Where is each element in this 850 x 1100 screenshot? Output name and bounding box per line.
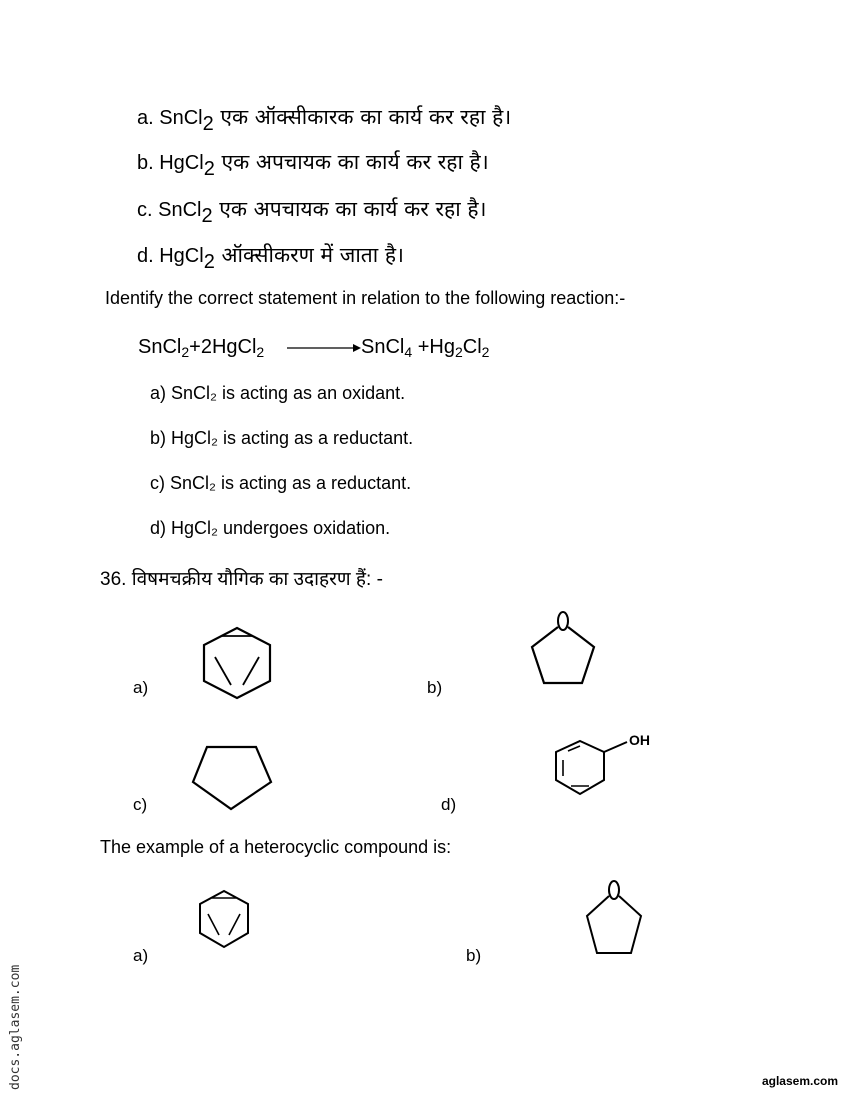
english-option-d: d) HgCl₂ undergoes oxidation. (150, 518, 391, 538)
hindi-option-a: a. SnCl2 एक ऑक्सीकारक का कार्य कर रहा है। (137, 105, 512, 135)
q36en-label-b: b) (466, 946, 482, 965)
benzene-structure-en-a (199, 890, 249, 948)
phenol-structure-d (553, 738, 631, 800)
hydroxyl-label: OH (629, 732, 650, 748)
reaction-lhs: SnCl$_2$+2HgCl$_2$ (138, 336, 265, 361)
question-36-english: The example of a heterocyclic compound is: (100, 837, 452, 857)
english-option-a: a) SnCl₂ is acting as an oxidant. (150, 383, 406, 403)
reaction-arrow (287, 340, 362, 356)
hindi-option-d: d. HgCl2 ऑक्सीकरण में जाता है। (137, 243, 404, 273)
tetrahydrofuran-structure-b (530, 610, 596, 686)
hindi-option-b: b. HgCl2 एक अपचायक का कार्य कर रहा है। (137, 150, 489, 180)
question-36-hindi: 36. विषमचक्रीय यौगिक का उदाहरण हैं: - (100, 569, 383, 590)
benzene-structure-a (203, 627, 271, 699)
cyclopentane-structure-c (192, 746, 272, 810)
question-35-english: Identify the correct statement in relation to the following reaction:- (105, 288, 626, 308)
q36-label-d: d) (441, 795, 457, 814)
english-option-c: c) SnCl₂ is acting as a reductant. (150, 473, 412, 493)
q36-label-a: a) (133, 678, 149, 697)
english-option-b: b) HgCl₂ is acting as a reductant. (150, 428, 414, 448)
watermark: docs.aglasem.com (8, 964, 23, 1090)
reaction-rhs: SnCl$_4$ $+Hg_2Cl_2$ (361, 336, 490, 361)
q36en-label-a: a) (133, 946, 149, 965)
tetrahydrofuran-structure-en-b (585, 878, 643, 954)
q36-label-c: c) (133, 795, 148, 814)
footer-brand: aglasem.com (761, 1074, 838, 1088)
q36-label-b: b) (427, 678, 443, 697)
hindi-option-c: c. SnCl2 एक अपचायक का कार्य कर रहा है। (137, 197, 487, 227)
